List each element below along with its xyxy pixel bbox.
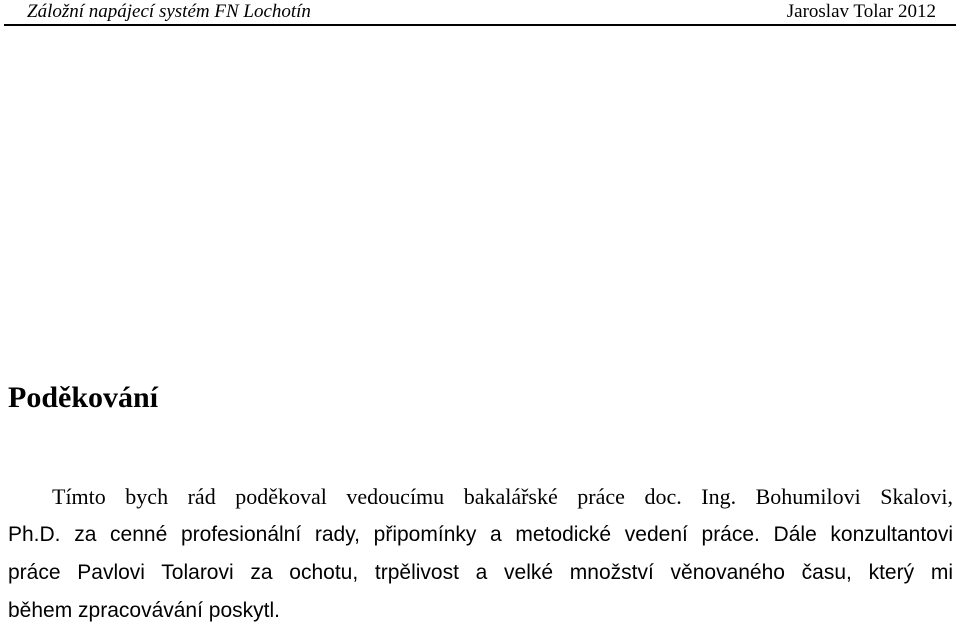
page-header: [0, 0, 960, 26]
paragraph-line-3: práce Pavlovi Tolarovi za ochotu, trpělivost a velké množství věnovaného času, který mi: [8, 561, 953, 584]
paragraph-line-1: Tímto bych rád poděkoval vedoucímu bakalářské práce doc. Ing. Bohumilovi Skalovi,: [52, 484, 953, 509]
acknowledgements-heading: Poděkování: [8, 381, 159, 414]
header-author-year: Jaroslav Tolar 2012: [786, 1, 936, 22]
acknowledgements-paragraph: [8, 478, 953, 630]
header-document-title: Záložní napájecí systém FN Lochotín: [27, 1, 311, 22]
paragraph-line-4: během zpracovávání poskytl.: [8, 599, 280, 622]
paragraph-line-2: Ph.D. za cenné profesionální rady, připomínky a metodické vedení práce. Dále konzultantovi: [8, 523, 953, 546]
header-divider: [4, 24, 956, 26]
